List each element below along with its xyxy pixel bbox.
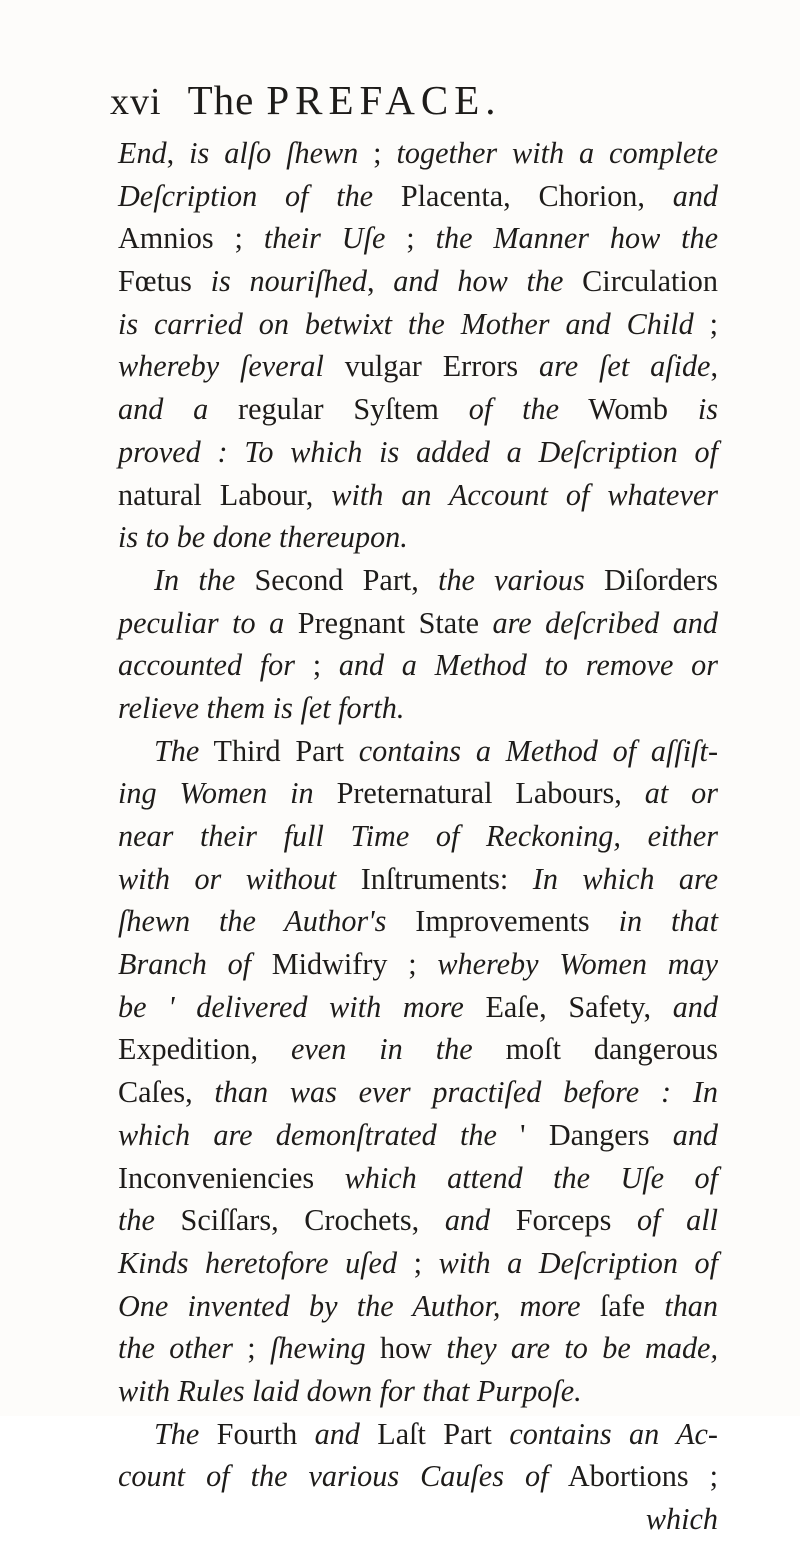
italic-text: is [697,392,718,427]
roman-text: Fourth [199,1416,315,1451]
roman-text: Eaſe, Safety, [463,989,673,1024]
page-number: xvi [110,81,162,123]
roman-text: Third Part [199,733,359,768]
roman-text: Forceps [490,1203,637,1238]
italic-text: and [444,1203,491,1238]
italic-text: In the [154,562,236,597]
text-line [118,943,718,986]
text-line [118,1498,718,1541]
text-line [118,1327,718,1370]
italic-text: and how the [393,264,564,299]
italic-text: and [672,1117,718,1152]
text-line [118,986,718,1029]
text-line [118,217,718,260]
italic-text: the [118,1203,155,1238]
roman-text: ; [385,221,436,256]
italic-text: relieve them is ſet forth. [118,690,405,725]
italic-text: and [672,178,718,213]
text-line [118,388,718,431]
roman-text: Improvements [386,904,619,939]
text-line [118,1455,718,1498]
italic-text: the Manner how the [435,221,719,256]
italic-text: which [645,1502,718,1536]
roman-text: regular Syſtem [208,392,469,427]
italic-text: together with a complete [396,136,719,170]
italic-text: of all [636,1203,718,1238]
roman-text: vulgar Errors [323,349,540,384]
italic-text: and [314,1416,360,1451]
italic-text: Kinds heretofore uſed [118,1245,398,1280]
roman-text: Inſtruments: [336,861,533,896]
italic-text: which attend the Uſe of [344,1160,718,1195]
italic-text: The [154,733,200,768]
roman-text: Fœtus [118,264,211,299]
italic-text: at or [644,776,719,811]
roman-text: ; [358,136,397,170]
text-line [118,474,718,517]
italic-text: peculiar to a [118,605,285,640]
running-title [188,76,502,124]
roman-text: ' Dangers [496,1117,673,1152]
italic-text: contains an Ac- [509,1416,718,1451]
roman-text: Second Part, [235,562,439,597]
italic-text: with Rules laid down for that Purpoſe. [118,1373,582,1408]
italic-text: contains a Method of aſſiſt- [358,733,718,768]
roman-text: natural Labour, [118,477,332,512]
italic-text: with an Account of whatever [331,477,719,512]
roman-text: Midwifry ; [251,947,438,982]
roman-text: Caſes, [118,1075,215,1110]
roman-text: , [366,264,394,299]
text-line [118,303,718,346]
roman-text: Sciſſars, Crochets, [154,1203,445,1238]
text-line [118,815,718,858]
italic-text: and a Method to remove or [338,648,718,683]
text-line [118,900,718,943]
italic-text: is alſo ſhewn [189,136,359,170]
italic-text: and a [118,392,209,427]
roman-text: Preternatural Labours, [313,776,645,811]
italic-text: with a Deſcription of [438,1245,719,1280]
text-line [118,431,718,474]
italic-text: whereby Women may [437,947,718,982]
italic-text: even in the [291,1032,473,1067]
italic-text: ing Women in [118,776,314,811]
italic-text: they are to be made, [446,1331,718,1366]
running-title-article: The [187,77,255,123]
roman-text: Placenta, Chorion, [373,178,673,213]
text-line [118,260,718,303]
italic-text: near their full Time of Reckoning, either [118,819,718,853]
italic-text: with or without [118,861,337,896]
italic-text: ſhewing [270,1331,366,1366]
italic-text: of the [468,392,559,427]
italic-text: End [118,136,167,170]
italic-text: and [672,989,718,1024]
text-line [118,516,718,559]
running-header [110,76,710,136]
preface-body-text [118,132,718,1541]
italic-text: are deſcribed and [492,605,718,640]
roman-text: how [365,1331,447,1366]
roman-text: Abortions ; [548,1459,718,1494]
italic-text: than was ever practiſed before : In [214,1075,718,1110]
roman-text: Circulation [563,264,718,299]
italic-text: proved : To which is added a Deſcription of [118,434,718,469]
roman-text: Laſt Part [359,1416,510,1451]
running-title-word: PREFACE. [266,77,502,123]
roman-text: Womb [558,392,698,427]
text-line [118,644,718,687]
italic-text: are ſet aſide [539,349,711,384]
roman-text: ; [295,648,339,683]
text-line [118,1370,718,1413]
text-line [118,1285,718,1328]
roman-text: ; [693,306,718,341]
italic-text: whereby ſeveral [118,349,324,384]
italic-text: is to be done thereupon. [118,520,408,555]
text-line [118,1199,718,1242]
roman-text: , [166,136,190,170]
text-line [118,1242,718,1285]
text-line [118,1157,718,1200]
italic-text: One invented by the Author, more [118,1288,581,1323]
text-line [118,1028,718,1071]
italic-text: the various [438,562,585,597]
italic-text: their Uſe [263,221,386,256]
roman-text: ſafe [580,1288,665,1323]
italic-text: which are demonſtrated the [118,1117,497,1152]
italic-text: ſhewn the Author's [118,904,387,939]
text-line [118,772,718,815]
roman-text: Expedition, [118,1032,291,1067]
italic-text: accounted for [118,648,295,683]
text-line [118,730,718,773]
text-line [118,175,718,218]
italic-text: Deſcription of the [118,178,374,213]
text-line [118,1413,718,1456]
text-line [118,1114,718,1157]
text-line [118,602,718,645]
italic-text: than [664,1288,718,1323]
italic-text: be ' delivered with more [118,989,464,1024]
italic-text: in that [618,904,718,939]
text-line [118,559,718,602]
roman-text: ; [397,1245,439,1280]
text-line [118,1071,718,1114]
roman-text: Diſorders [584,562,719,597]
text-line [118,132,718,175]
roman-text: Amnios ; [118,221,264,256]
roman-text: , [710,349,719,384]
text-line [118,687,718,730]
italic-text: is nouriſhed [210,264,367,299]
roman-text: Inconveniencies [118,1160,345,1195]
italic-text: In which are [532,861,719,896]
text-line [118,858,718,901]
roman-text: Pregnant State [284,605,493,640]
roman-text: ; [232,1331,271,1366]
italic-text: count of the various Cauſes of [118,1459,549,1494]
italic-text: the other [118,1331,233,1366]
roman-text: moſt dangerous [472,1032,719,1067]
italic-text: is carried on betwixt the Mother and Child [118,306,694,341]
text-line [118,345,718,388]
italic-text: Branch of [118,947,252,982]
italic-text: The [154,1416,200,1451]
